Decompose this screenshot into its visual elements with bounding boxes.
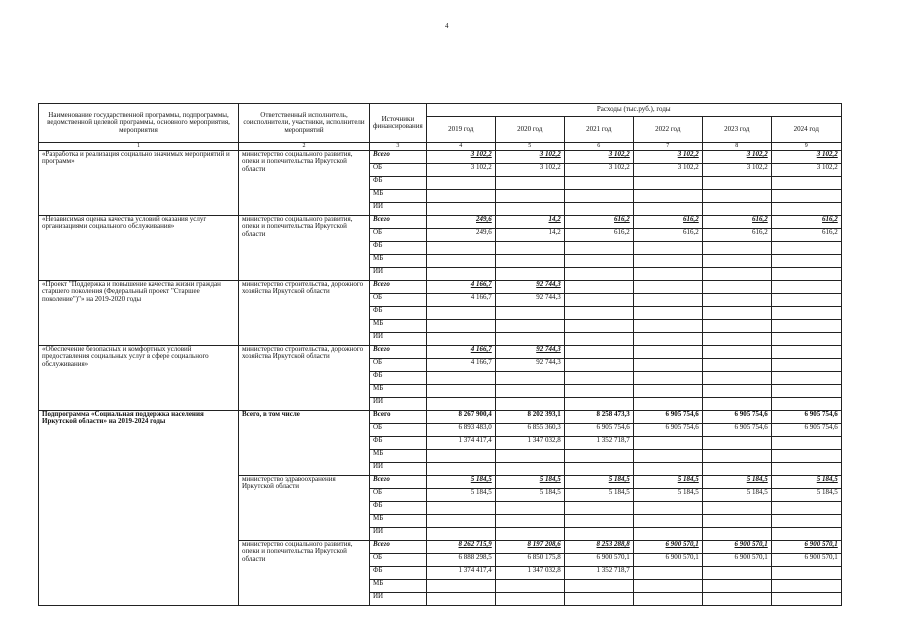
value-cell: 1 352 718,7	[564, 437, 633, 450]
value-cell: 6 905 754,6	[633, 411, 702, 424]
value-cell: 8 253 288,8	[564, 541, 633, 554]
value-cell: 1 352 718,7	[564, 567, 633, 580]
source-cell: ИИ	[370, 268, 427, 281]
value-cell	[771, 398, 841, 411]
value-cell	[771, 567, 841, 580]
source-cell: Всего	[370, 281, 427, 294]
value-cell	[702, 359, 771, 372]
value-cell: 6 905 754,6	[771, 411, 841, 424]
value-cell: 3 102,2	[633, 151, 702, 164]
source-cell: ФБ	[370, 502, 427, 515]
value-cell	[495, 333, 564, 346]
value-cell	[633, 203, 702, 216]
value-cell: 3 102,2	[495, 164, 564, 177]
value-cell	[426, 502, 495, 515]
value-cell	[771, 320, 841, 333]
measure-name: «Проект "Поддержка и повышение качества жизни граждан старшего поколения (Федеральный проект "Старшее поколение")"» на 2019-2020 годы	[39, 281, 239, 346]
value-cell	[564, 450, 633, 463]
executor-cell: Всего, в том числе	[239, 411, 370, 476]
value-cell	[564, 333, 633, 346]
header-year: 2021 год	[564, 117, 633, 143]
value-cell	[564, 320, 633, 333]
value-cell	[564, 385, 633, 398]
value-cell	[426, 177, 495, 190]
measure-name: «Разработка и реализация социально значимых мероприятий и программ»	[39, 151, 239, 216]
value-cell: 8 267 900,4	[426, 411, 495, 424]
value-cell	[771, 502, 841, 515]
value-cell: 92 744,3	[495, 294, 564, 307]
value-cell	[633, 320, 702, 333]
subprogram-name: Подпрограмма «Социальная поддержка населения Иркутской области» на 2019-2024 годы	[39, 411, 239, 606]
column-number: 4	[426, 143, 495, 151]
value-cell	[702, 450, 771, 463]
value-cell	[633, 580, 702, 593]
header-year: 2023 год	[702, 117, 771, 143]
value-cell	[702, 255, 771, 268]
header-name: Наименование государственной программы, подпрограммы, ведомственной целевой программы, основного мероприятия, мероприятия	[39, 104, 239, 143]
executor-cell: министерство социального развития, опеки и попечительства Иркутской области	[239, 151, 370, 216]
value-cell	[771, 528, 841, 541]
source-cell: ИИ	[370, 203, 427, 216]
value-cell	[495, 177, 564, 190]
value-cell	[564, 515, 633, 528]
value-cell: 4 166,7	[426, 281, 495, 294]
value-cell: 616,2	[702, 216, 771, 229]
value-cell	[633, 190, 702, 203]
source-cell: МБ	[370, 385, 427, 398]
value-cell	[495, 307, 564, 320]
value-cell	[564, 268, 633, 281]
value-cell	[702, 515, 771, 528]
source-cell: ФБ	[370, 177, 427, 190]
header-year: 2022 год	[633, 117, 702, 143]
value-cell	[426, 515, 495, 528]
column-number: 8	[702, 143, 771, 151]
page-number: 4	[445, 22, 449, 30]
value-cell: 92 744,3	[495, 281, 564, 294]
source-cell: ОБ	[370, 359, 427, 372]
value-cell: 616,2	[771, 216, 841, 229]
value-cell	[633, 255, 702, 268]
source-cell: Всего	[370, 411, 427, 424]
value-cell	[702, 580, 771, 593]
measure-name: «Независимая оценка качества условий оказания услуг организациями социального обслуживания»	[39, 216, 239, 281]
value-cell: 8 258 473,3	[564, 411, 633, 424]
value-cell: 616,2	[771, 229, 841, 242]
table-row	[39, 411, 842, 424]
value-cell	[495, 268, 564, 281]
value-cell	[426, 333, 495, 346]
value-cell	[564, 203, 633, 216]
value-cell	[426, 372, 495, 385]
value-cell: 616,2	[633, 216, 702, 229]
value-cell: 5 184,5	[564, 489, 633, 502]
value-cell	[426, 320, 495, 333]
table-row	[39, 346, 842, 359]
executor-cell: министерство строительства, дорожного хозяйства Иркутской области	[239, 346, 370, 411]
value-cell: 5 184,5	[495, 489, 564, 502]
value-cell: 14,2	[495, 216, 564, 229]
value-cell	[495, 463, 564, 476]
value-cell: 6 900 570,1	[633, 554, 702, 567]
value-cell: 3 102,2	[564, 164, 633, 177]
source-cell: Всего	[370, 151, 427, 164]
value-cell: 5 184,5	[633, 476, 702, 489]
source-cell: ФБ	[370, 567, 427, 580]
value-cell	[564, 281, 633, 294]
column-number: 5	[495, 143, 564, 151]
value-cell: 8 202 393,1	[495, 411, 564, 424]
value-cell: 616,2	[564, 216, 633, 229]
value-cell	[702, 385, 771, 398]
value-cell	[702, 281, 771, 294]
table-row	[39, 216, 842, 229]
value-cell	[495, 372, 564, 385]
value-cell	[426, 307, 495, 320]
value-cell: 6 893 483,0	[426, 424, 495, 437]
value-cell	[702, 502, 771, 515]
value-cell: 6 905 754,6	[702, 411, 771, 424]
value-cell: 6 900 570,1	[771, 554, 841, 567]
value-cell: 5 184,5	[564, 476, 633, 489]
source-cell: МБ	[370, 450, 427, 463]
value-cell: 3 102,2	[426, 151, 495, 164]
value-cell	[564, 580, 633, 593]
value-cell	[771, 593, 841, 606]
value-cell	[633, 515, 702, 528]
value-cell	[633, 437, 702, 450]
value-cell: 3 102,2	[633, 164, 702, 177]
source-cell: Всего	[370, 216, 427, 229]
value-cell: 249,6	[426, 216, 495, 229]
value-cell: 6 900 570,1	[633, 541, 702, 554]
value-cell	[564, 242, 633, 255]
value-cell	[702, 177, 771, 190]
value-cell	[633, 346, 702, 359]
value-cell	[564, 502, 633, 515]
value-cell: 6 850 175,8	[495, 554, 564, 567]
source-cell: ИИ	[370, 333, 427, 346]
source-cell: ФБ	[370, 372, 427, 385]
value-cell	[771, 372, 841, 385]
value-cell	[426, 450, 495, 463]
value-cell	[771, 177, 841, 190]
value-cell	[495, 320, 564, 333]
value-cell: 5 184,5	[426, 489, 495, 502]
value-cell	[702, 333, 771, 346]
value-cell	[771, 268, 841, 281]
column-number: 9	[771, 143, 841, 151]
value-cell: 5 184,5	[702, 476, 771, 489]
value-cell: 5 184,5	[495, 476, 564, 489]
value-cell	[702, 346, 771, 359]
value-cell: 5 184,5	[771, 489, 841, 502]
value-cell	[495, 528, 564, 541]
value-cell	[702, 593, 771, 606]
value-cell	[633, 385, 702, 398]
value-cell: 3 102,2	[702, 164, 771, 177]
value-cell	[426, 463, 495, 476]
value-cell	[771, 281, 841, 294]
value-cell: 6 888 298,5	[426, 554, 495, 567]
value-cell: 6 905 754,6	[771, 424, 841, 437]
executor-cell: министерство социального развития, опеки и попечительства Иркутской области	[239, 216, 370, 281]
column-number: 6	[564, 143, 633, 151]
value-cell	[564, 255, 633, 268]
value-cell	[564, 593, 633, 606]
value-cell	[702, 203, 771, 216]
column-number: 1	[39, 143, 239, 151]
column-number: 3	[370, 143, 427, 151]
source-cell: ОБ	[370, 294, 427, 307]
source-cell: Всего	[370, 541, 427, 554]
value-cell	[771, 294, 841, 307]
value-cell	[564, 372, 633, 385]
value-cell: 3 102,2	[495, 151, 564, 164]
column-number: 2	[239, 143, 370, 151]
value-cell: 5 184,5	[771, 476, 841, 489]
source-cell: ОБ	[370, 489, 427, 502]
value-cell	[771, 242, 841, 255]
source-cell: ИИ	[370, 593, 427, 606]
source-cell: ИИ	[370, 463, 427, 476]
value-cell	[771, 333, 841, 346]
value-cell: 616,2	[702, 229, 771, 242]
header-source: Источники финансирования	[370, 104, 427, 143]
value-cell	[633, 268, 702, 281]
value-cell	[564, 463, 633, 476]
source-cell: МБ	[370, 190, 427, 203]
value-cell	[633, 307, 702, 320]
value-cell	[633, 333, 702, 346]
value-cell	[633, 593, 702, 606]
value-cell	[633, 177, 702, 190]
value-cell	[771, 515, 841, 528]
value-cell	[426, 190, 495, 203]
source-cell: ИИ	[370, 528, 427, 541]
value-cell: 6 900 570,1	[564, 554, 633, 567]
value-cell	[771, 385, 841, 398]
value-cell	[633, 281, 702, 294]
source-cell: ИИ	[370, 398, 427, 411]
value-cell	[426, 385, 495, 398]
value-cell	[426, 242, 495, 255]
header-expenses: Расходы (тыс.руб.), годы	[426, 104, 841, 117]
value-cell: 8 197 208,6	[495, 541, 564, 554]
value-cell: 4 166,7	[426, 346, 495, 359]
value-cell	[564, 398, 633, 411]
value-cell	[771, 307, 841, 320]
value-cell	[495, 450, 564, 463]
value-cell	[495, 502, 564, 515]
value-cell: 92 744,3	[495, 346, 564, 359]
value-cell	[495, 190, 564, 203]
column-number: 7	[633, 143, 702, 151]
value-cell	[564, 359, 633, 372]
value-cell	[633, 502, 702, 515]
value-cell: 14,2	[495, 229, 564, 242]
value-cell: 616,2	[564, 229, 633, 242]
value-cell	[702, 190, 771, 203]
value-cell	[771, 255, 841, 268]
value-cell: 249,6	[426, 229, 495, 242]
value-cell	[702, 372, 771, 385]
source-cell: ФБ	[370, 307, 427, 320]
value-cell	[495, 242, 564, 255]
value-cell: 92 744,3	[495, 359, 564, 372]
value-cell	[633, 398, 702, 411]
value-cell	[633, 528, 702, 541]
value-cell	[771, 190, 841, 203]
value-cell	[633, 242, 702, 255]
value-cell: 5 184,5	[426, 476, 495, 489]
source-cell: МБ	[370, 580, 427, 593]
value-cell	[633, 567, 702, 580]
value-cell: 6 900 570,1	[702, 541, 771, 554]
source-cell: Всего	[370, 346, 427, 359]
value-cell	[564, 346, 633, 359]
source-cell: МБ	[370, 255, 427, 268]
value-cell	[702, 320, 771, 333]
value-cell: 6 900 570,1	[702, 554, 771, 567]
value-cell	[564, 528, 633, 541]
value-cell: 4 166,7	[426, 294, 495, 307]
value-cell: 1 347 032,8	[495, 437, 564, 450]
value-cell	[633, 463, 702, 476]
value-cell: 3 102,2	[771, 151, 841, 164]
value-cell	[771, 450, 841, 463]
value-cell	[495, 255, 564, 268]
source-cell: ОБ	[370, 554, 427, 567]
value-cell: 6 905 754,6	[564, 424, 633, 437]
value-cell	[564, 307, 633, 320]
value-cell	[633, 450, 702, 463]
table-row	[39, 151, 842, 164]
header-year: 2024 год	[771, 117, 841, 143]
value-cell: 6 905 754,6	[702, 424, 771, 437]
source-cell: МБ	[370, 320, 427, 333]
value-cell: 6 900 570,1	[771, 541, 841, 554]
header-executor: Ответственный исполнитель, соисполнители, участники, исполнители мероприятий	[239, 104, 370, 143]
executor-cell: министерство здравоохранения Иркутской области	[239, 476, 370, 541]
value-cell	[495, 203, 564, 216]
value-cell	[495, 515, 564, 528]
value-cell	[702, 398, 771, 411]
executor-cell: министерство строительства, дорожного хозяйства Иркутской области	[239, 281, 370, 346]
source-cell: МБ	[370, 515, 427, 528]
value-cell	[702, 307, 771, 320]
value-cell	[702, 437, 771, 450]
value-cell	[702, 268, 771, 281]
value-cell	[426, 580, 495, 593]
source-cell: ФБ	[370, 242, 427, 255]
value-cell	[564, 294, 633, 307]
value-cell: 6 855 360,3	[495, 424, 564, 437]
value-cell	[771, 580, 841, 593]
value-cell	[633, 372, 702, 385]
value-cell	[771, 346, 841, 359]
value-cell: 5 184,5	[633, 489, 702, 502]
table-row	[39, 281, 842, 294]
value-cell	[702, 463, 771, 476]
value-cell	[702, 294, 771, 307]
value-cell	[564, 177, 633, 190]
value-cell	[564, 190, 633, 203]
source-cell: ОБ	[370, 424, 427, 437]
value-cell	[702, 242, 771, 255]
value-cell	[426, 203, 495, 216]
value-cell	[702, 528, 771, 541]
value-cell: 5 184,5	[702, 489, 771, 502]
value-cell: 4 166,7	[426, 359, 495, 372]
measure-name: «Обеспечение безопасных и комфортных условий предоставления социальных услуг в сфере социального обслуживания»	[39, 346, 239, 411]
value-cell: 3 102,2	[564, 151, 633, 164]
header-year: 2019 год	[426, 117, 495, 143]
value-cell	[426, 593, 495, 606]
value-cell	[771, 359, 841, 372]
source-cell: ФБ	[370, 437, 427, 450]
value-cell: 3 102,2	[771, 164, 841, 177]
value-cell	[495, 385, 564, 398]
expenses-table	[38, 103, 842, 606]
value-cell: 6 905 754,6	[633, 424, 702, 437]
value-cell	[426, 528, 495, 541]
value-cell	[426, 268, 495, 281]
executor-cell: министерство социального развития, опеки и попечительства Иркутской области	[239, 541, 370, 606]
value-cell	[495, 398, 564, 411]
value-cell	[495, 593, 564, 606]
source-cell: Всего	[370, 476, 427, 489]
value-cell	[495, 580, 564, 593]
source-cell: ОБ	[370, 229, 427, 242]
value-cell: 3 102,2	[702, 151, 771, 164]
value-cell: 616,2	[633, 229, 702, 242]
value-cell: 8 262 715,9	[426, 541, 495, 554]
value-cell	[771, 463, 841, 476]
value-cell	[702, 567, 771, 580]
value-cell: 1 347 032,8	[495, 567, 564, 580]
value-cell	[426, 398, 495, 411]
value-cell	[633, 294, 702, 307]
value-cell: 1 374 417,4	[426, 567, 495, 580]
value-cell: 3 102,2	[426, 164, 495, 177]
value-cell	[771, 203, 841, 216]
header-year: 2020 год	[495, 117, 564, 143]
value-cell	[426, 255, 495, 268]
value-cell	[633, 359, 702, 372]
value-cell	[771, 437, 841, 450]
source-cell: ОБ	[370, 164, 427, 177]
value-cell: 1 374 417,4	[426, 437, 495, 450]
